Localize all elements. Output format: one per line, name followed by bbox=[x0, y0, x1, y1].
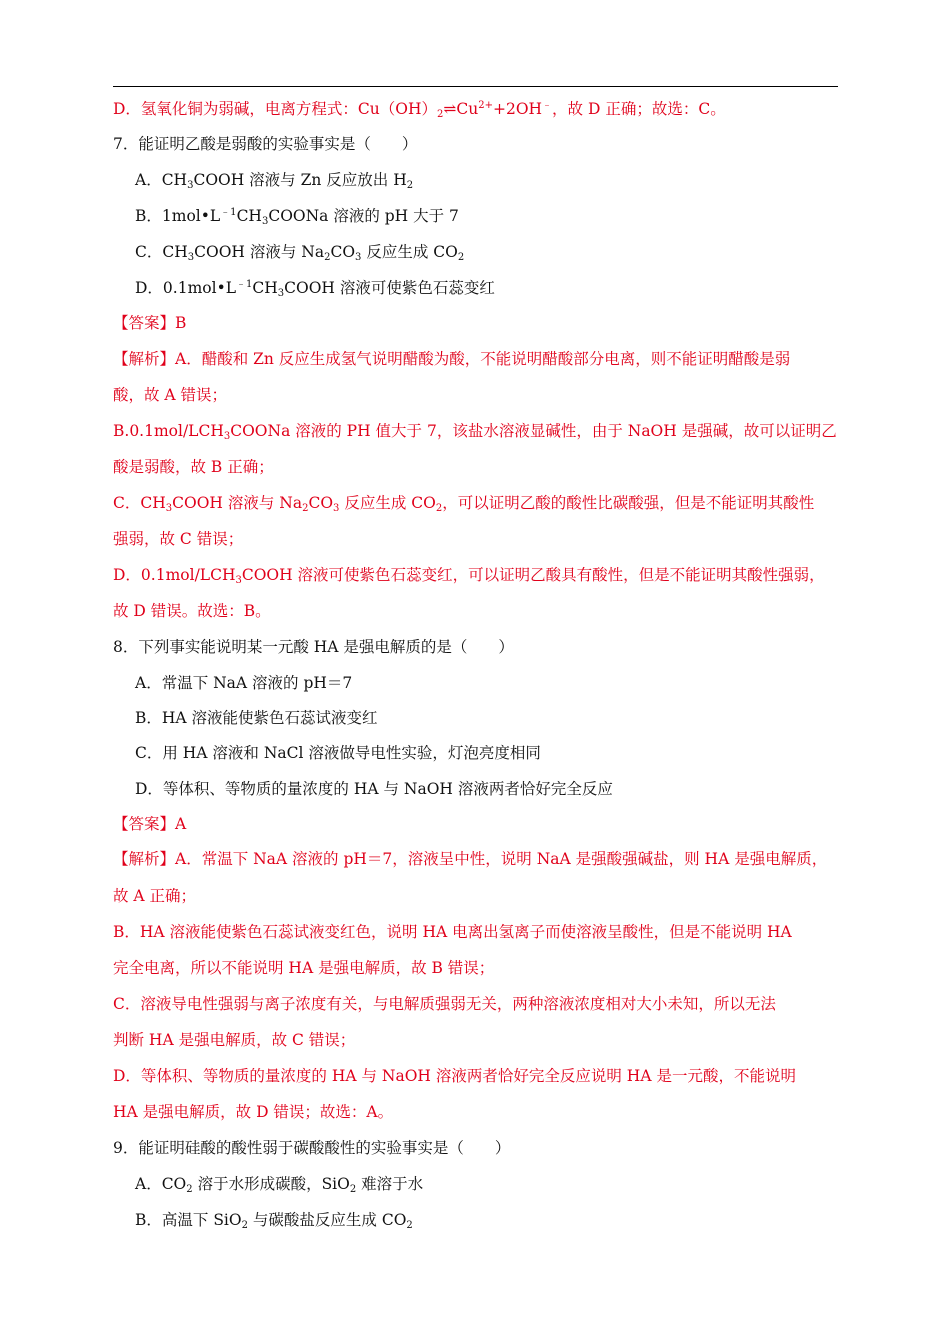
q8-answer: 【答案】A bbox=[113, 815, 187, 833]
q7-explanation-line: 强弱，故 C 错误； bbox=[113, 530, 244, 548]
q7-stem: 7．能证明乙酸是弱酸的实验事实是（ ） bbox=[113, 135, 418, 153]
q7-explanation-line: C．$CH_3COOH$ 溶液与 $Na_2CO_3$ 反应生成 $CO_2$，可以证明乙酸的酸性比碳酸强，但是不能证明其酸性 bbox=[113, 494, 815, 514]
q8-stem: 8．下列事实能说明某一元酸 HA 是强电解质的是（ ） bbox=[113, 638, 514, 656]
q7-explanation-line: 酸，故 A 错误； bbox=[113, 386, 228, 404]
q7-option-a: A．$CH_3COOH$ 溶液与 Zn 反应放出 $H_2$ bbox=[135, 171, 414, 191]
q7-explanation-line: 故 D 错误。故选：B。 bbox=[113, 602, 271, 620]
q7-explanation-line: D．$0.1mol/LCH_3COOH$ 溶液可使紫色石蕊变红，可以证明乙酸具有酸性，但是不能证明其酸性强弱， bbox=[113, 566, 825, 586]
q9-option-b: B．高温下 SiO$_2$ 与碳酸盐反应生成 $CO_2$ bbox=[135, 1211, 413, 1231]
q8-option-d: D．等体积、等物质的量浓度的 HA 与 NaOH 溶液两者恰好完全反应 bbox=[135, 780, 613, 798]
q9-stem: 9．能证明硅酸的酸性弱于碳酸酸性的实验事实是（ ） bbox=[113, 1139, 511, 1157]
q8-option-a: A．常温下 NaA 溶液的 pH＝7 bbox=[135, 674, 353, 692]
q7-explanation-line: $B.0.1mol/LCH_3COONa$ 溶液的 PH 值大于 7，该盐水溶液显碱性，由于 NaOH 是强碱，故可以证明乙 bbox=[113, 422, 837, 442]
q7-option-c: C．$CH_3COOH$ 溶液与 $Na_2CO_3$ 反应生成 $CO_2$ bbox=[135, 243, 465, 263]
q8-explanation-line: 【解析】A．常温下 NaA 溶液的 pH＝7，溶液呈中性，说明 NaA 是强酸强碱盐，则 HA 是强电解质， bbox=[113, 850, 828, 868]
q8-option-b: B．HA 溶液能使紫色石蕊试液变红 bbox=[135, 709, 378, 727]
q8-explanation-line: 完全电离，所以不能说明 HA 是强电解质，故 B 错误； bbox=[113, 959, 495, 977]
q7-explanation-line: 酸是弱酸，故 B 正确； bbox=[113, 458, 274, 476]
q8-option-c: C．用 HA 溶液和 NaCl 溶液做导电性实验，灯泡亮度相同 bbox=[135, 744, 541, 762]
q8-explanation-line: HA 是强电解质，故 D 错误；故选：A。 bbox=[113, 1103, 394, 1121]
q7-option-d: D．$0.1mol•L^{﹣1}CH_3COOH$ 溶液可使紫色石蕊变红 bbox=[135, 279, 495, 299]
q8-explanation-line: 判断 HA 是强电解质，故 C 错误； bbox=[113, 1031, 356, 1049]
q7-explanation-line: 【解析】A．醋酸和 Zn 反应生成氢气说明醋酸为酸，不能说明醋酸部分电离，则不能证明醋酸是弱 bbox=[113, 350, 791, 368]
q8-explanation-line: B．HA 溶液能使紫色石蕊试液变红色，说明 HA 电离出氢离子而使溶液呈酸性，但是不能说明 HA bbox=[113, 923, 792, 941]
header-rule bbox=[113, 86, 838, 87]
q8-explanation-line: C．溶液导电性强弱与离子浓度有关，与电解质强弱无关，两种溶液浓度相对大小未知，所以无法 bbox=[113, 995, 776, 1013]
q8-explanation-line: 故 A 正确； bbox=[113, 887, 197, 905]
q7-option-b: B．$1mol•L^{﹣1}CH_3COONa$ 溶液的 pH 大于 7 bbox=[135, 207, 459, 227]
prev-explanation-d: D．氢氧化铜为弱碱，电离方程式：$Cu(OH)_2\rightleftharpoons Cu^{2+}+2OH^﹣$，故 D 正确；故选：C。 bbox=[113, 100, 726, 120]
q7-answer: 【答案】B bbox=[113, 314, 187, 332]
q8-explanation-line: D．等体积、等物质的量浓度的 HA 与 NaOH 溶液两者恰好完全反应说明 HA 是一元酸，不能说明 bbox=[113, 1067, 796, 1085]
q9-option-a: A．$CO_2$ 溶于水形成碳酸，SiO$_2$ 难溶于水 bbox=[135, 1175, 424, 1195]
